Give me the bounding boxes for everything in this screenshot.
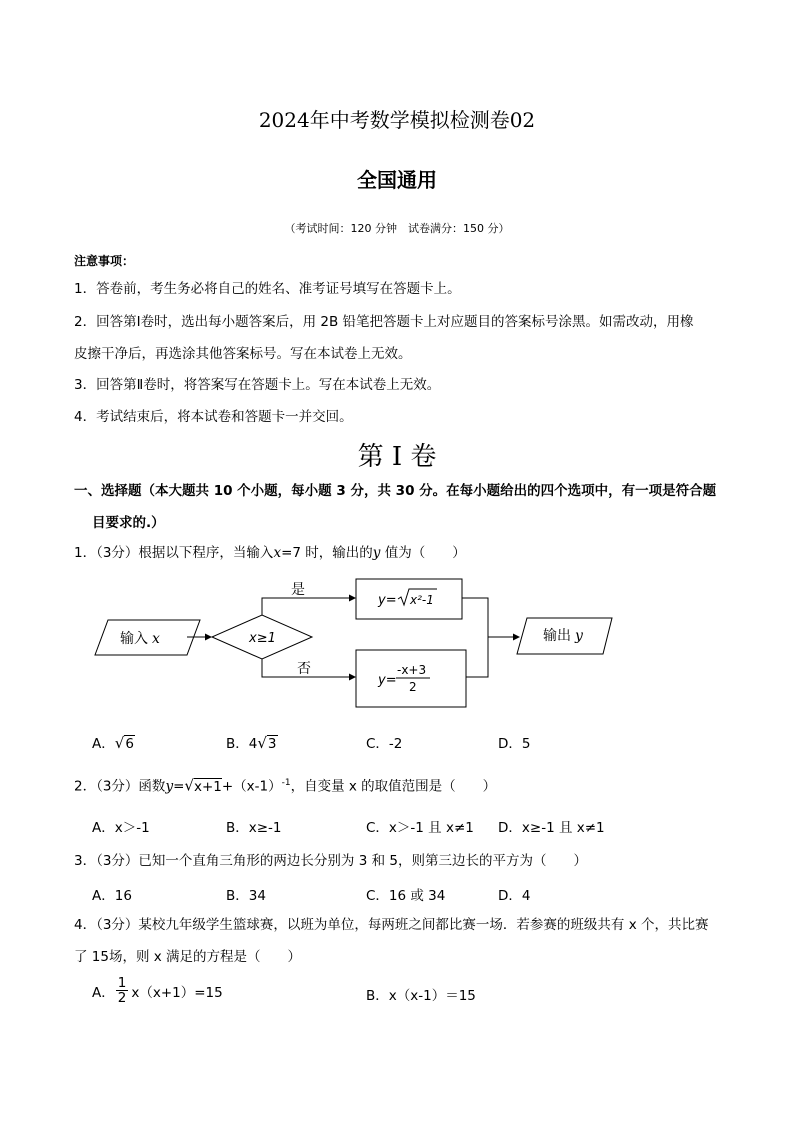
flow-condition-label: x≥1 xyxy=(249,631,276,646)
q3-option-c: C．16 或 34 xyxy=(366,888,446,904)
notice-item: 1．答卷前，考生务必将自己的姓名、准考证号填写在答题卡上。 xyxy=(74,281,461,297)
q1-option-c: C．-2 xyxy=(366,736,403,752)
question-2-stem xyxy=(74,774,496,796)
section-heading-cont: 目要求的.） xyxy=(92,515,165,531)
flow-arrowhead xyxy=(349,595,356,602)
flow-no-lhs: y= xyxy=(378,673,397,688)
q4-option-b: B．x（x-1）＝15 xyxy=(366,988,476,1004)
question-3-stem: 3．（3分）已知一个直角三角形的两边长分别为 3 和 5，则第三边长的平方为（ ） xyxy=(74,853,587,869)
q1-option-b-radicand: 3 xyxy=(267,736,277,752)
q2-radicand: x+1 xyxy=(193,778,222,795)
flow-yes-line xyxy=(262,598,350,615)
q1-stem-part: 值为（ ） xyxy=(380,545,466,561)
q3-option-b: B．34 xyxy=(226,888,266,904)
flow-yes-label: 是 xyxy=(291,582,305,598)
fraction-denominator: 2 xyxy=(117,990,127,1006)
q2-exponent: -1 xyxy=(281,778,291,788)
q2-option-b: B．x≥-1 xyxy=(226,820,282,836)
question-4-stem: 4．（3分）某校九年级学生篮球赛，以班为单位，每两班之间都比赛一场．若参赛的班级共有 x 个，共比赛 xyxy=(74,917,709,933)
q1-option-b xyxy=(226,732,278,752)
q1-option-b-coef: 4 xyxy=(248,736,258,752)
q1-option-a-label: A． xyxy=(92,736,115,752)
question-1-stem xyxy=(74,544,466,562)
q4-option-a-label: A． xyxy=(92,984,115,1001)
sqrt-sign: √ xyxy=(114,734,125,752)
exam-title: 2024年中考数学模拟检测卷02 xyxy=(258,108,536,132)
q1-flowchart xyxy=(0,570,794,720)
flow-output-label: 输出 y xyxy=(543,628,583,644)
q1-var-y: y xyxy=(372,545,381,561)
flow-yes-radicand: x²-1 xyxy=(410,593,434,607)
flow-no-numerator: -x+3 xyxy=(397,663,427,677)
q1-option-b-label: B． xyxy=(226,736,249,752)
q2-stem-part: 2．（3分）函数 xyxy=(74,778,166,795)
q1-option-a xyxy=(92,732,135,752)
section-heading: 一、选择题（本大题共 10 个小题，每小题 3 分，共 30 分。在每小题给出的四个选项中，有一项是符合题 xyxy=(74,483,717,499)
q4-option-a-rest: x（x+1）=15 xyxy=(131,984,223,1001)
flow-input-label: 输入 x xyxy=(120,631,160,647)
notice-item: 2．回答第Ⅰ卷时，选出每小题答案后，用 2B 铅笔把答题卡上对应题目的答案标号涂黑。如需改动，用橡 xyxy=(74,314,694,330)
q3-option-d: D．4 xyxy=(498,888,531,904)
q1-option-a-radicand: 6 xyxy=(125,736,134,752)
q3-option-a: A．16 xyxy=(92,888,132,904)
flow-arrowhead xyxy=(513,634,520,641)
exam-info: （考试时间：120 分钟 试卷满分：150 分） xyxy=(284,222,510,235)
q2-stem-part: ，自变量 x 的取值范围是（ ） xyxy=(290,778,497,795)
notice-item: 4．考试结束后，将本试卷和答题卡一并交回。 xyxy=(74,409,353,425)
flow-no-denominator: 2 xyxy=(409,680,417,694)
volume-title: 第 I 卷 xyxy=(357,442,437,472)
q1-var-x: x xyxy=(273,545,282,561)
q4-option-a-fraction xyxy=(116,976,129,1005)
notice-item: 3．回答第Ⅱ卷时，将答案写在答题卡上。写在本试卷上无效。 xyxy=(74,377,441,393)
q1-stem-part: 1．（3分）根据以下程序，当输入 xyxy=(74,545,274,561)
flow-yes-lhs: y= xyxy=(378,593,397,608)
flow-arrowhead xyxy=(349,674,356,681)
q2-option-c: C．x＞-1 且 x≠1 xyxy=(366,820,474,836)
question-4-stem-cont: 了 15场，则 x 满足的方程是（ ） xyxy=(74,949,302,965)
q2-option-d: D．x≥-1 且 x≠1 xyxy=(498,820,605,836)
sqrt-sign: √ xyxy=(257,734,267,752)
q2-eq: = xyxy=(173,778,185,795)
notice-item: 皮擦干净后，再选涂其他答案标号。写在本试卷上无效。 xyxy=(74,346,412,362)
notice-heading: 注意事项： xyxy=(74,254,135,268)
q1-option-d: D．5 xyxy=(498,736,531,752)
fraction-numerator: 1 xyxy=(117,975,127,991)
q2-option-a: A．x＞-1 xyxy=(92,820,150,836)
flow-no-label: 否 xyxy=(297,661,311,677)
q2-stem-part: +（x-1） xyxy=(221,778,282,795)
q2-var-y: y xyxy=(165,778,174,795)
q4-option-a xyxy=(92,976,223,1005)
flow-yes-box xyxy=(356,579,462,619)
q1-stem-part: =7 时，输出的 xyxy=(281,545,373,561)
exam-subtitle: 全国通用 xyxy=(357,168,437,192)
sqrt-sign: √ xyxy=(184,776,194,795)
